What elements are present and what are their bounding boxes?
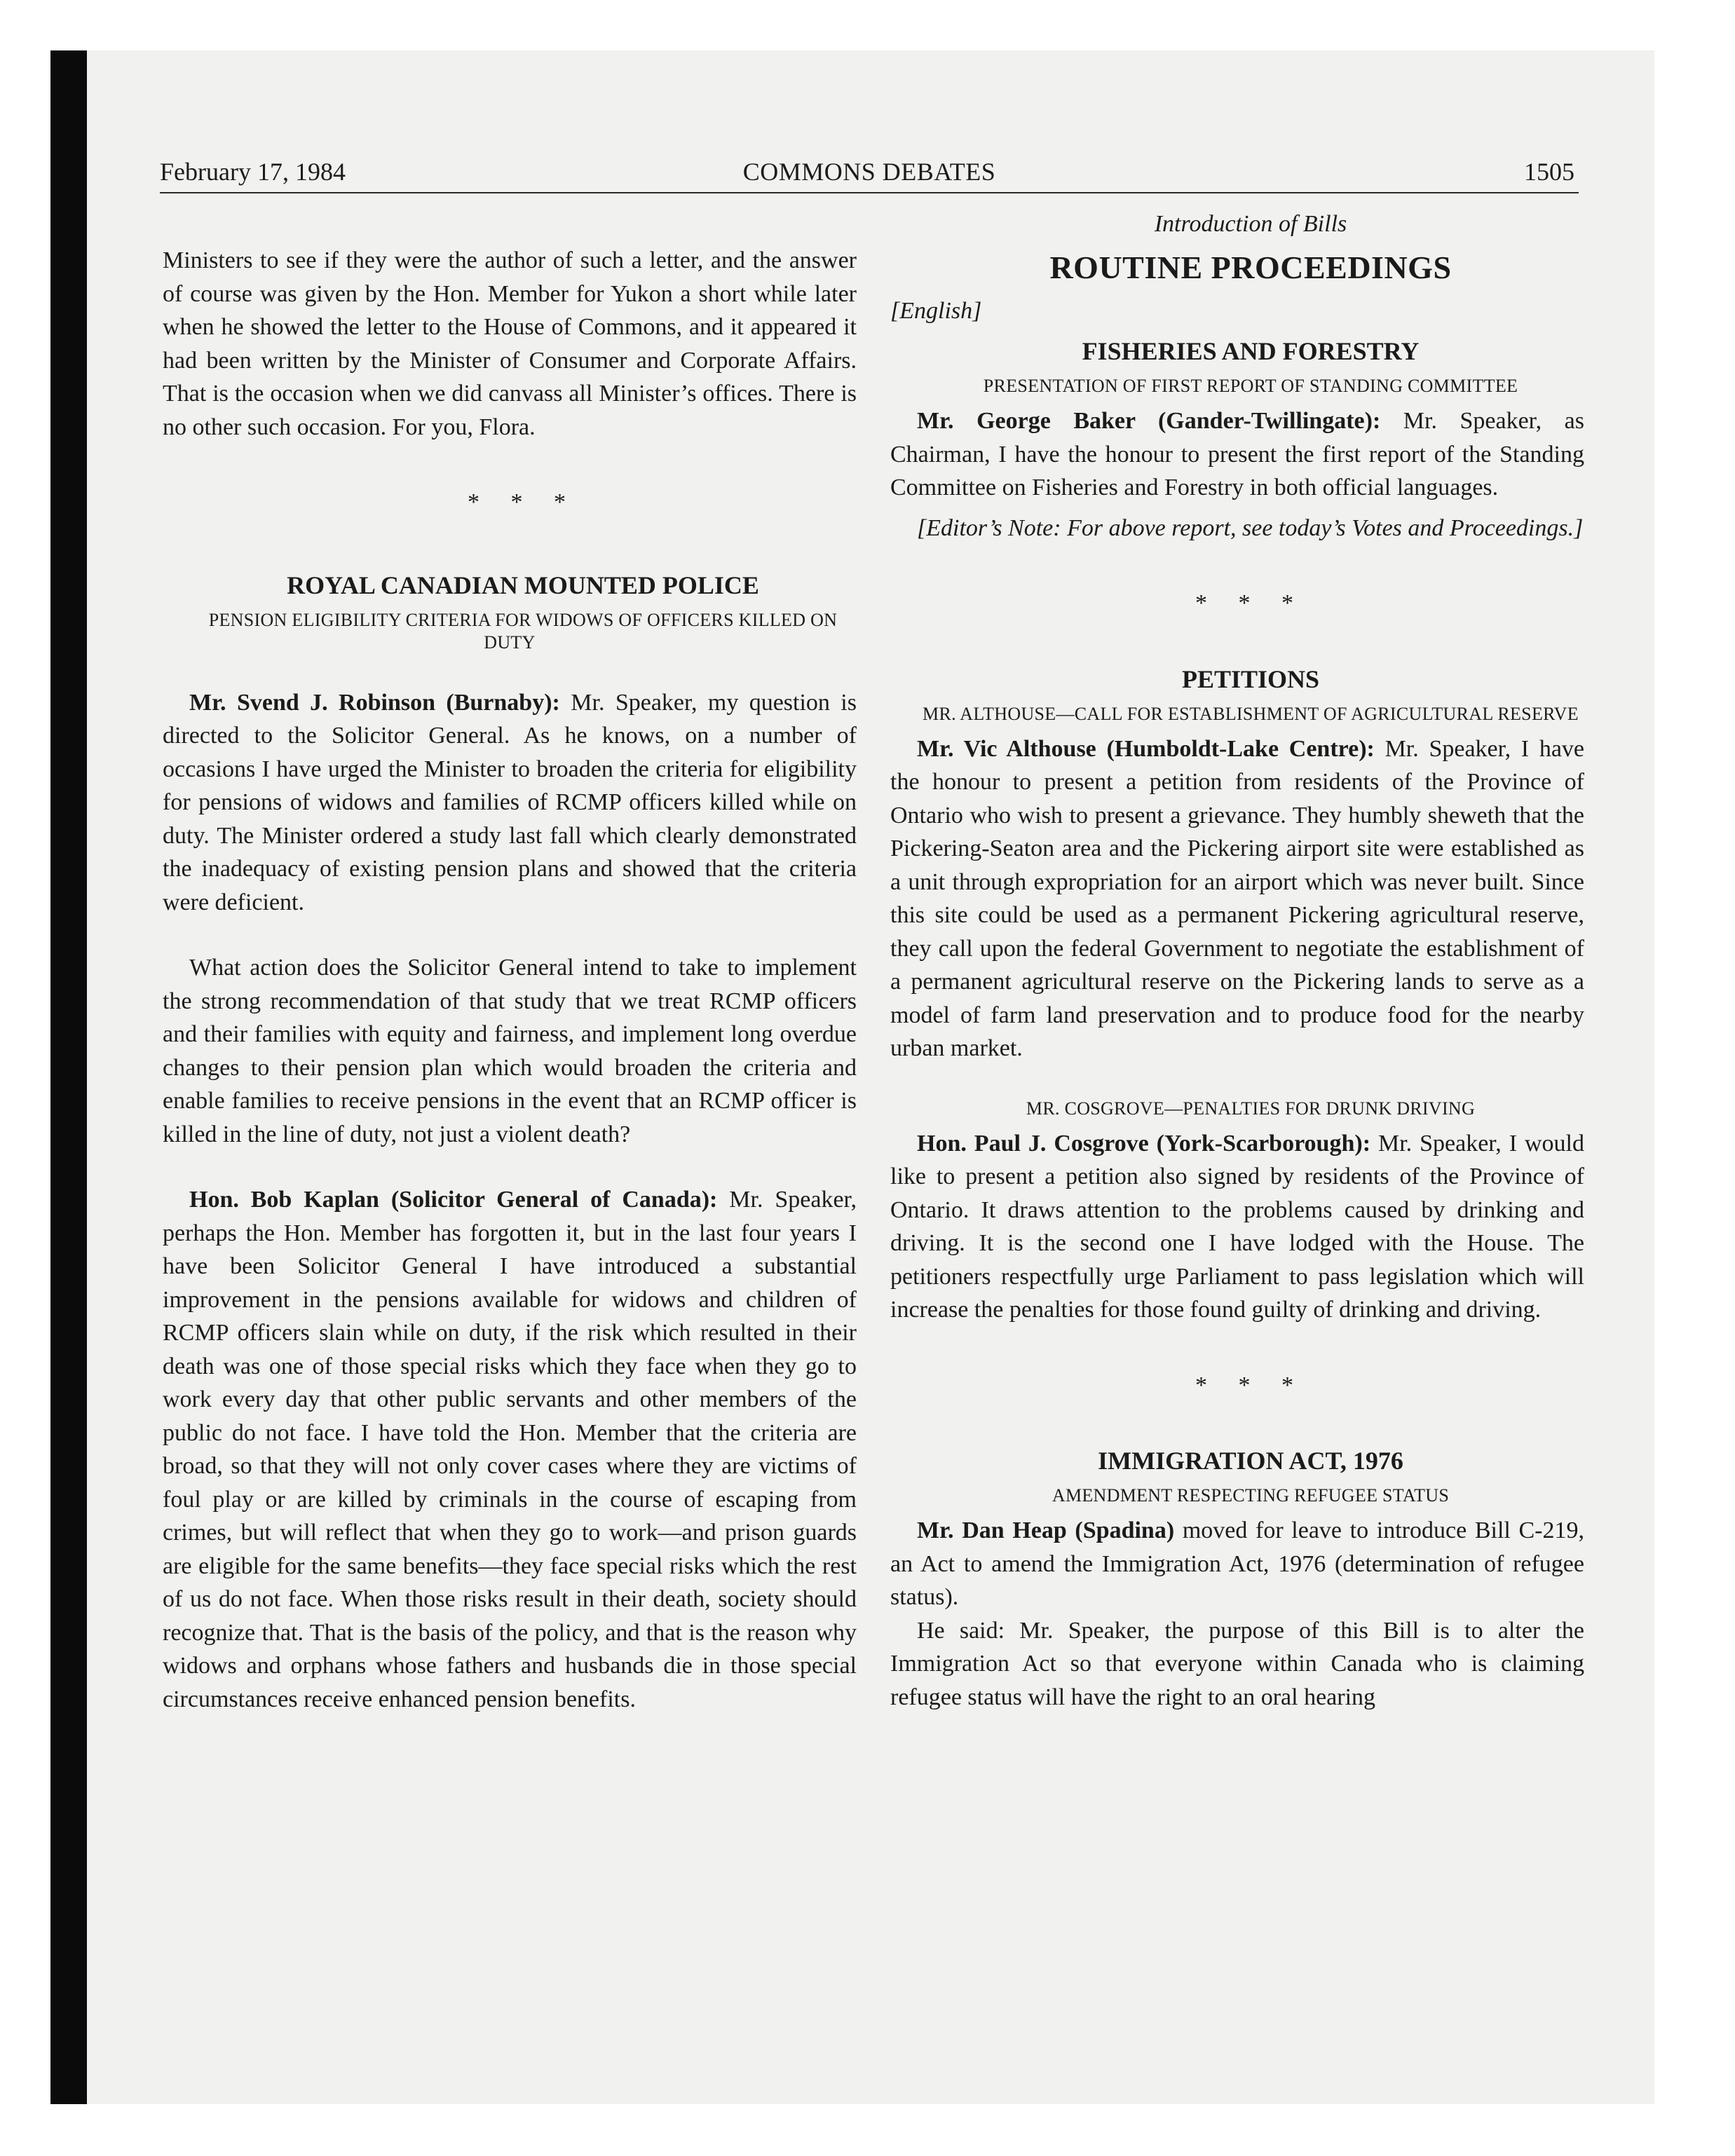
cosgrove-subheading: MR. COSGROVE—PENALTIES FOR DRUNK DRIVING	[1026, 1098, 1476, 1119]
right-column	[890, 207, 1584, 1714]
riding-spadina: (Spadina)	[1066, 1517, 1175, 1543]
left-column	[163, 244, 857, 1716]
section-note: Introduction of Bills	[1154, 211, 1347, 237]
editor-note: [Editor’s Note: For above report, see today’s Votes and Proceedings.]	[917, 514, 1584, 541]
heap-paragraph	[890, 1514, 1584, 1614]
heap-said-paragraph: He said: Mr. Speaker, the purpose of this Bill is to alter the Immigration Act so that everyone within Canada who is claiming refugee status will have the right to an oral hearing	[890, 1617, 1584, 1710]
question-paragraph-2: What action does the Solicitor General intend to take to implement the strong recommendation of that study that we treat RCMP officers and their families with equity and fairness, and implement long overdue changes to their pension plan which would broaden the criteria and enable families to receive pensions in the event that an RCMP officer is killed in the line of duty, not just a violent death?	[163, 955, 857, 1147]
immigration-heading: IMMIGRATION ACT, 1976	[1098, 1447, 1403, 1475]
althouse-subheading: MR. ALTHOUSE—CALL FOR ESTABLISHMENT OF AGRICULTURAL RESERVE	[923, 703, 1579, 724]
speaker-baker: Mr. George Baker (Gander-Twillingate):	[917, 408, 1381, 434]
subheading-pension: PENSION ELIGIBILITY CRITERIA FOR WIDOWS OF OFFICERS KILLED ON DUTY	[208, 609, 838, 653]
question-text: Mr. Speaker, my question is directed to the Solicitor General. As he knows, on a number of occasions I have urged the Minister to broaden the criteria for eligibility for pensions of widows and families of RCMP officers killed while on duty. The Minister ordered a study last fall which clearly demonstrated the inadequacy of existing pension plans and showed that the criteria were deficient.	[163, 689, 857, 915]
header-date: February 17, 1984	[160, 158, 346, 186]
question-paragraph	[163, 686, 857, 920]
section-separator: * * *	[468, 489, 578, 515]
language-marker: [English]	[890, 297, 982, 324]
routine-proceedings-heading: ROUTINE PROCEEDINGS	[1049, 249, 1452, 285]
answer-paragraph	[163, 1183, 857, 1716]
cosgrove-text: Mr. Speaker, I would like to present a petition also signed by residents of the Province of Ontario. It draws attention to the problems caused by drinking and driving. It is the second one I have lodged with the House. The petitioners respectfully urge Parliament to pass legislation which will increase the penalties for those found guilty of drinking and driving.	[890, 1130, 1584, 1323]
paragraph-continued: Ministers to see if they were the author of such a letter, and the answer of course was given by the Hon. Member for Yukon a short while later when he showed the letter to the House of Commons, and it appeared it had been written by the Minister of Consumer and Corporate Affairs. That is the occasion when we did canvass all Minister’s offices. There is no other such occasion. For you, Flora.	[163, 247, 857, 440]
speaker-robinson: Mr. Svend J. Robinson (Burnaby):	[189, 689, 560, 716]
immigration-subheading: AMENDMENT RESPECTING REFUGEE STATUS	[1052, 1485, 1450, 1506]
petitions-heading: PETITIONS	[1181, 664, 1320, 693]
althouse-text: Mr. Speaker, I have the honour to present a petition from residents of the Province of Ontario who wish to present a grievance. They humbly sheweth that the Pickering-Seaton area and the Pickering airport site were established as a unit through expropriation for an airport which was never built. Since this site could be used as a permanent Pickering agricultural reserve, they call upon the federal Government to negotiate the establishment of a permanent agricultural reserve on the Pickering lands to serve as a model of farm land preservation and to produce food for the nearby urban market.	[890, 735, 1584, 1061]
fisheries-heading: FISHERIES AND FORESTRY	[1082, 337, 1420, 365]
section-separator: * * *	[1195, 1372, 1306, 1398]
cosgrove-paragraph	[890, 1127, 1584, 1327]
section-separator: * * *	[1195, 590, 1306, 616]
heap-text: moved for leave to introduce Bill C-219, an Act to amend the Immigration Act, 1976 (determination of refugee status).	[890, 1517, 1584, 1610]
running-header	[160, 153, 1579, 193]
section-heading-rcmp: ROYAL CANADIAN MOUNTED POLICE	[287, 571, 759, 599]
speaker-heap: Mr. Dan Heap	[917, 1517, 1067, 1543]
scan-edge-bar	[50, 50, 87, 2104]
fisheries-subheading: PRESENTATION OF FIRST REPORT OF STANDING COMMITTEE	[983, 376, 1518, 396]
baker-paragraph	[890, 404, 1584, 505]
speaker-althouse: Mr. Vic Althouse (Humboldt-Lake Centre):	[917, 735, 1375, 762]
speaker-kaplan: Hon. Bob Kaplan (Solicitor General of Canada):	[189, 1187, 718, 1213]
speaker-cosgrove: Hon. Paul J. Cosgrove (York-Scarborough):	[917, 1130, 1371, 1157]
header-page-number: 1505	[1524, 158, 1574, 186]
baker-text: Mr. Speaker, as Chairman, I have the honour to present the first report of the Standing Committee on Fisheries and Forestry in both official languages.	[890, 408, 1584, 500]
header-title: COMMONS DEBATES	[742, 158, 996, 186]
answer-text: Mr. Speaker, perhaps the Hon. Member has forgotten it, but in the last four years I have been Solicitor General I have introduced a substantial improvement in the pensions available for widows and children of RCMP officers slain while on duty, if the risk which resulted in their death was one of those special risks which they face when they go to work every day that other public servants and other members of the public do not face. I have told the Hon. Member that the criteria are broad, so that they will not only cover cases where they are victims of foul play or are killed by criminals in the course of escaping from crimes, but will reflect that when they go to work—and prison guards are eligible for the same benefits—they face special risks which the rest of us do not face. When those risks result in their death, society should recognize that. That is the basis of the policy, and that is the reason why widows and orphans whose fathers and husbands die in those special circumstances receive enhanced pension benefits.	[163, 1187, 857, 1712]
althouse-paragraph	[890, 732, 1584, 1065]
